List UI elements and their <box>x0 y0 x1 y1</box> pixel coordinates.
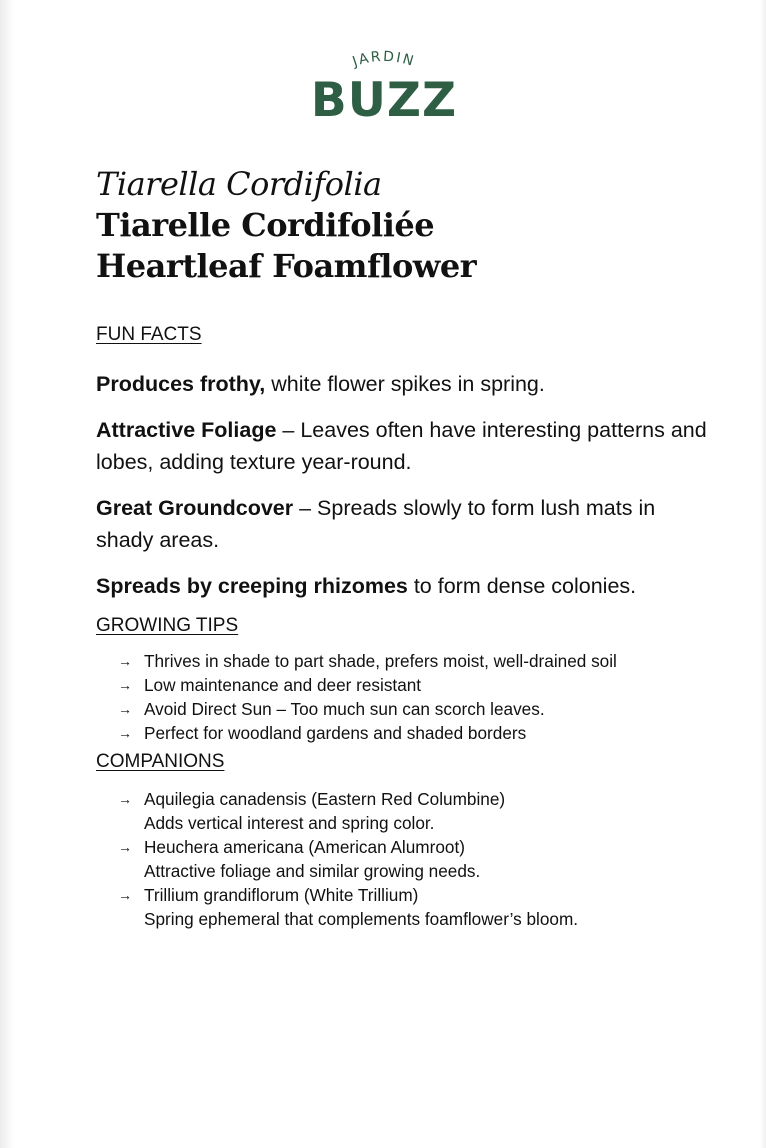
growing-tip-text: Low maintenance and deer resistant <box>144 675 422 695</box>
fun-fact-text: – Leaves often have interesting patterns and lobes, adding texture year-round. <box>96 418 707 474</box>
growing-tips-heading: GROWING TIPS <box>96 615 239 636</box>
companion-note: Adds vertical interest and spring color. <box>144 813 435 833</box>
companions-heading: COMPANIONS <box>96 751 225 772</box>
fun-fact-bold: Produces frothy, <box>96 372 266 396</box>
companions-list <box>96 787 716 931</box>
french-name: Tiarelle Cordifoliée <box>96 206 435 244</box>
companion-item <box>118 883 716 931</box>
fun-fact-text: to form dense colonies. <box>407 574 637 598</box>
growing-tip-item <box>118 673 716 697</box>
latin-name: Tiarella Cordifolia <box>96 165 382 203</box>
growing-tips-list <box>96 649 716 745</box>
fun-facts-heading: FUN FACTS <box>96 324 202 345</box>
growing-tip-text: Perfect for woodland gardens and shaded borders <box>144 723 527 743</box>
growing-tip-text: Avoid Direct Sun – Too much sun can scorch leaves. <box>144 699 545 719</box>
fun-fact-item <box>96 570 716 602</box>
fun-fact-text: white flower spikes in spring. <box>265 372 545 396</box>
page-edge-shadow-right <box>760 0 766 1148</box>
page-edge-shadow <box>0 0 14 1148</box>
content <box>96 324 716 931</box>
fun-fact-text: – Spreads slowly to form lush mats in shady areas. <box>96 496 656 552</box>
companion-name: Trillium grandiflorum (White Trillium) <box>144 885 419 905</box>
fun-fact-item <box>96 414 716 478</box>
fun-fact-bold: Great Groundcover <box>96 496 294 520</box>
arrow-right-icon: → <box>118 701 132 717</box>
growing-tip-item <box>118 649 716 673</box>
plant-titles <box>96 164 476 287</box>
companion-note: Spring ephemeral that complements foamflower’s bloom. <box>144 909 579 929</box>
fun-facts-list <box>96 368 716 602</box>
english-name: Heartleaf Foamflower <box>96 247 477 285</box>
fun-fact-bold: Attractive Foliage <box>96 418 277 442</box>
svg-text:JARDIN: JARDIN <box>350 48 418 71</box>
logo-main-word: BUZZ <box>310 73 458 128</box>
companion-name: Aquilegia canadensis (Eastern Red Columbine) <box>144 789 506 809</box>
arrow-right-icon: → <box>118 887 132 903</box>
jardin-buzz-logo <box>306 46 462 128</box>
companion-item <box>118 787 716 835</box>
companion-name: Heuchera americana (American Alumroot) <box>144 837 465 857</box>
fun-fact-bold: Spreads by creeping rhizomes <box>96 574 408 598</box>
companion-note: Attractive foliage and similar growing needs. <box>144 861 481 881</box>
fun-fact-item <box>96 368 716 400</box>
companion-item <box>118 835 716 883</box>
arrow-right-icon: → <box>118 653 132 669</box>
fun-fact-item <box>96 492 716 556</box>
arrow-right-icon: → <box>118 677 132 693</box>
arrow-right-icon: → <box>118 839 132 855</box>
growing-tip-item <box>118 721 716 745</box>
growing-tip-item <box>118 697 716 721</box>
logo-arc-text <box>334 46 434 76</box>
arrow-right-icon: → <box>118 791 132 807</box>
arrow-right-icon: → <box>118 725 132 741</box>
growing-tip-text: Thrives in shade to part shade, prefers moist, well-drained soil <box>144 651 617 671</box>
